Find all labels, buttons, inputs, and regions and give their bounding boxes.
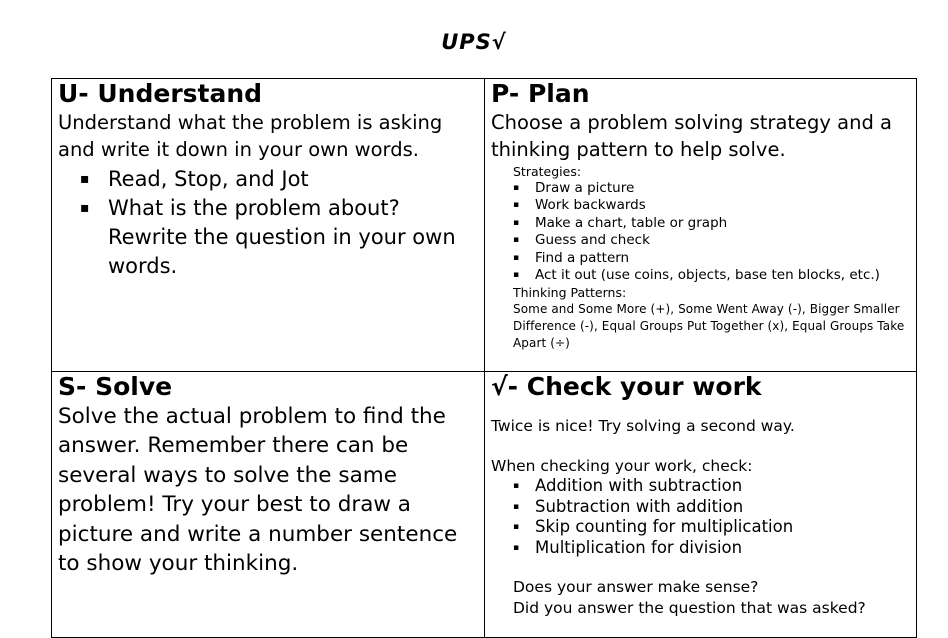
plan-cell <box>485 79 917 371</box>
bullet-icon: ▪ <box>513 481 520 491</box>
check-list <box>491 476 911 558</box>
list-item: ▪ Subtraction with addition <box>513 496 744 516</box>
check-twice-text: Twice is nice! Try solving a second way. <box>491 417 795 435</box>
check-cell <box>485 372 917 630</box>
check-question-asked: Did you answer the question that was asked? <box>513 599 866 617</box>
list-item: ▪ Multiplication for division <box>513 537 743 557</box>
list-item: ▪ Read, Stop, and Jot <box>80 165 478 194</box>
bullet-icon: ▪ <box>513 252 520 263</box>
understand-list <box>58 165 478 281</box>
plan-text: Choose a problem solving strategy and a thinking pattern to help solve. <box>491 111 892 161</box>
solve-heading: S- Solve <box>58 372 173 401</box>
check-when-text: When checking your work, check: <box>491 457 753 475</box>
understand-text: Understand what the problem is asking and write it down in your own words. <box>58 111 443 161</box>
list-item: ▪ What is the problem about? Rewrite the question in your own words. <box>80 196 456 278</box>
list-item: ▪ Draw a picture <box>513 180 635 196</box>
solve-text: Solve the actual problem to find the answer. Remember there can be several ways to solve the same problem! Try your best to draw a picture and write a number sentence to show your thinking. <box>58 404 458 577</box>
bullet-icon: ▪ <box>513 522 520 532</box>
list-item: ▪ Work backwards <box>513 197 646 214</box>
list-item: ▪ Make a chart, table or graph <box>513 214 728 231</box>
understand-cell <box>52 79 484 371</box>
list-item: ▪ Find a pattern <box>513 249 630 266</box>
bullet-icon: ▪ <box>513 217 520 228</box>
list-item: ▪ Act it out (use coins, objects, base ten blocks, etc.) <box>513 267 880 284</box>
bullet-icon: ▪ <box>513 270 520 281</box>
thinking-patterns-text: Some and Some More (+), Some Went Away (-), Bigger Smaller Difference (-), Equal Groups Put Together (x), Equal Groups Take Apart (÷) <box>513 302 905 350</box>
check-heading: √- Check your work <box>491 372 762 401</box>
plan-heading: P- Plan <box>491 79 590 108</box>
bullet-icon: ▪ <box>513 501 520 512</box>
bullet-icon: ▪ <box>80 171 90 187</box>
strategies-label: Strategies: <box>513 164 582 179</box>
bullet-icon: ▪ <box>80 200 90 216</box>
list-item: ▪ Addition with subtraction <box>513 476 743 495</box>
list-item: ▪ Guess and check <box>513 232 650 249</box>
bullet-icon: ▪ <box>513 183 520 193</box>
list-item: ▪ Skip counting for multiplication <box>513 517 794 536</box>
understand-heading: U- Understand <box>58 79 263 108</box>
strategies-list <box>491 180 911 284</box>
bullet-icon: ▪ <box>513 542 520 553</box>
bullet-icon: ▪ <box>513 235 520 246</box>
solve-cell <box>52 372 484 630</box>
check-question-sense: Does your answer make sense? <box>513 578 759 596</box>
thinking-patterns-label: Thinking Patterns: <box>513 285 627 301</box>
page-title: UPS√ <box>441 30 507 54</box>
bullet-icon: ▪ <box>513 200 520 211</box>
